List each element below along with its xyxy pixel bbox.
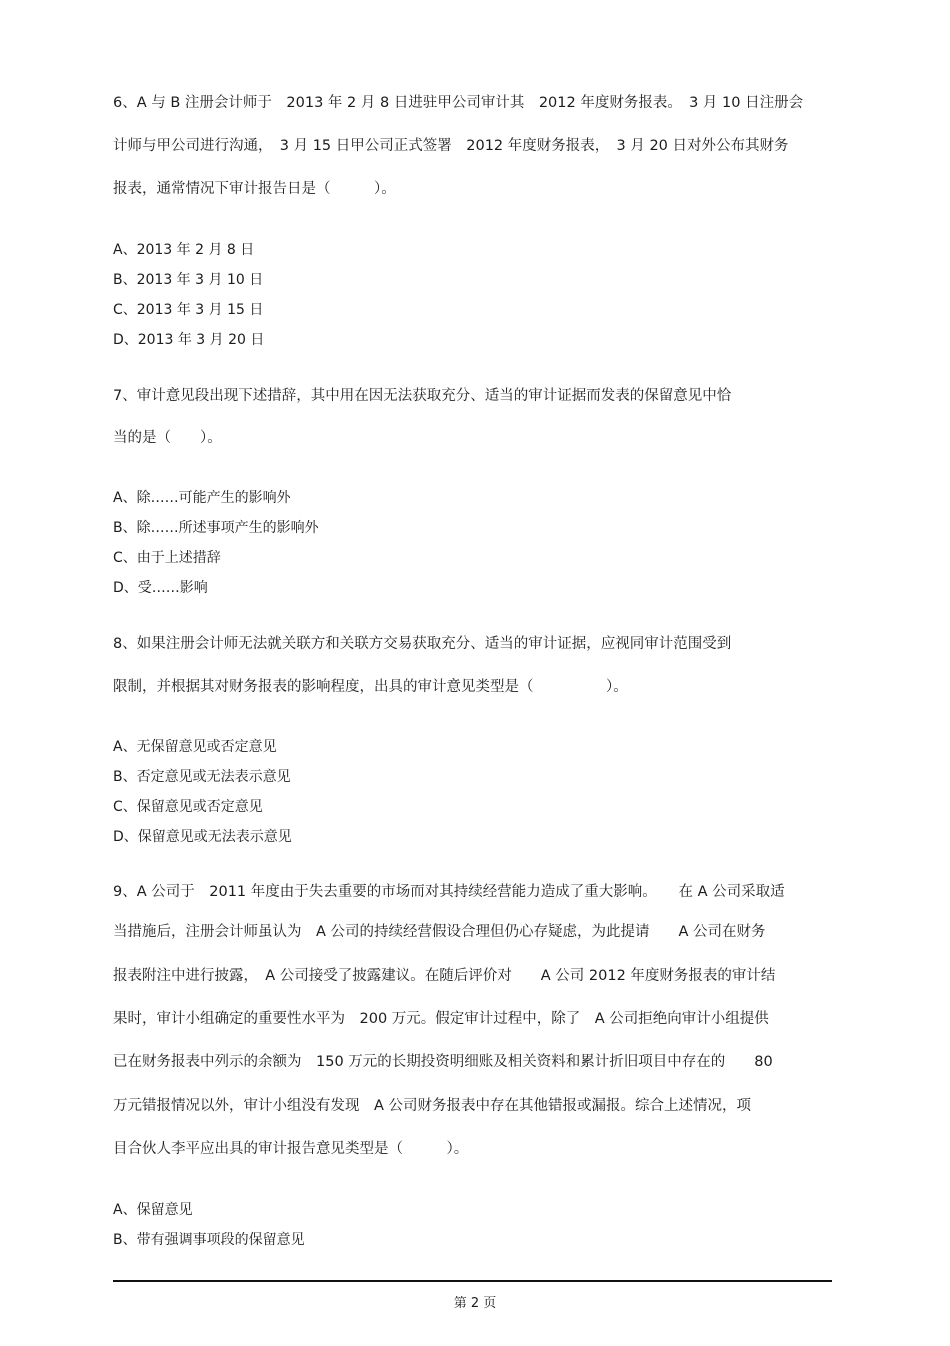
option-c: C、2013 年 3 月 15 日 (113, 302, 264, 318)
question-stem-line: 当的是（ ）。 (113, 430, 222, 446)
option-b: B、否定意见或无法表示意见 (113, 769, 291, 785)
option-b: B、2013 年 3 月 10 日 (113, 272, 264, 288)
question-stem-line: 9、A 公司于 2011 年度由于失去重要的市场而对其持续经营能力造成了重大影响。 在 A 公司采取适 (113, 884, 785, 900)
option-b: B、除……所述事项产生的影响外 (113, 520, 319, 536)
question-stem-line: 报表附注中进行披露， A 公司接受了披露建议。在随后评价对 A 公司 2012 年度财务报表的审计结 (113, 968, 776, 984)
question-stem-line: 当措施后，注册会计师虽认为 A 公司的持续经营假设合理但仍心存疑虑，为此提请 A 公司在财务 (113, 924, 766, 940)
question-stem-line: 7、审计意见段出现下述措辞，其中用在因无法获取充分、适当的审计证据而发表的保留意见中恰 (113, 388, 732, 404)
page-number: 第 2 页 (453, 1296, 497, 1311)
option-a: A、2013 年 2 月 8 日 (113, 242, 255, 258)
option-c: C、由于上述措辞 (113, 550, 221, 566)
option-b: B、带有强调事项段的保留意见 (113, 1232, 305, 1248)
option-a: A、无保留意见或否定意见 (113, 739, 277, 755)
question-stem-line: 计师与甲公司进行沟通， 3 月 15 日甲公司正式签署 2012 年度财务报表， 3 月 20 日对外公布其财务 (113, 138, 789, 154)
question-stem-line: 限制，并根据其对财务报表的影响程度，出具的审计意见类型是（ ）。 (113, 679, 628, 695)
option-d: D、受……影响 (113, 580, 208, 596)
option-d: D、保留意见或无法表示意见 (113, 829, 292, 845)
option-c: C、保留意见或否定意见 (113, 799, 263, 815)
question-stem-line: 万元错报情况以外，审计小组没有发现 A 公司财务报表中存在其他错报或漏报。综合上述情况，项 (113, 1098, 752, 1114)
question-stem-line: 已在财务报表中列示的余额为 150 万元的长期投资明细账及相关资料和累计折旧项目中存在的 80 (113, 1054, 773, 1070)
option-d: D、2013 年 3 月 20 日 (113, 332, 265, 348)
question-stem-line: 目合伙人李平应出具的审计报告意见类型是（ ）。 (113, 1141, 469, 1157)
question-stem-line: 果时，审计小组确定的重要性水平为 200 万元。假定审计过程中，除了 A 公司拒绝向审计小组提供 (113, 1011, 769, 1027)
question-stem-line: 报表，通常情况下审计报告日是（ ）。 (113, 181, 396, 197)
question-stem-line: 8、如果注册会计师无法就关联方和关联方交易获取充分、适当的审计证据，应视同审计范围受到 (113, 636, 732, 652)
option-a: A、保留意见 (113, 1202, 193, 1218)
option-a: A、除……可能产生的影响外 (113, 490, 291, 506)
footer-divider (113, 1280, 832, 1282)
question-stem-line: 6、A 与 B 注册会计师于 2013 年 2 月 8 日进驻甲公司审计其 2012 年度财务报表。 3 月 10 日注册会 (113, 95, 804, 111)
